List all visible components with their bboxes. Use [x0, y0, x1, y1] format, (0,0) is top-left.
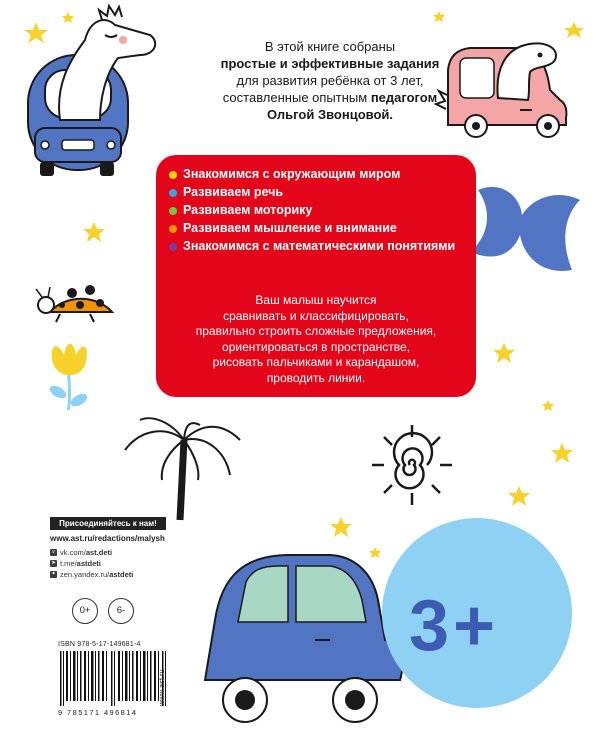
vk-icon: v [50, 549, 57, 556]
sun-illustration [372, 425, 452, 505]
bullet-dot-icon [169, 207, 177, 215]
palm-tree-illustration [125, 418, 240, 520]
intro-highlight: педагогом [370, 90, 438, 105]
ladybug-illustration [36, 285, 112, 322]
topic-item: Развиваем моторику [169, 203, 469, 218]
topics-panel [156, 155, 476, 397]
learning-outcomes [166, 293, 466, 386]
isbn-text: ISBN 978-5-17-149681-4 [58, 641, 141, 648]
barcode-number: 9 785171 496814 [58, 708, 138, 717]
bullet-dot-icon [169, 225, 177, 233]
topic-item: Знакомимся с математическими понятиями [169, 239, 469, 254]
blue-fish-illustration [470, 187, 580, 271]
outcome-line: сравнивать и классифицировать, [223, 308, 409, 323]
intro-line: составленные опытным [222, 90, 371, 105]
join-us-banner: Присоединяйтесь к нам! [50, 517, 166, 530]
outcome-line: правильно строить сложные предложения, [195, 324, 437, 338]
telegram-icon: ➤ [51, 560, 56, 566]
site-url-vertical: www.ast.ru [157, 669, 166, 706]
intro-text [195, 38, 465, 123]
intro-highlight: простые и эффективные задания [220, 56, 440, 71]
outcome-line: рисовать пальчиками и карандашом, [212, 355, 420, 369]
intro-line: для развития ребёнка от 3 лет, [236, 73, 424, 88]
topics-list [169, 167, 469, 257]
age-rating-0plus: 0+ [72, 598, 98, 624]
publisher-url[interactable]: www.ast.ru/redactions/malysh [50, 534, 165, 543]
topic-item: Развиваем мышление и внимание [169, 221, 469, 236]
topic-item: Развиваем речь [169, 185, 469, 200]
bullet-dot-icon [169, 171, 177, 179]
bullet-dot-icon [169, 243, 177, 251]
outcome-line: Ваш малыш научится [255, 293, 377, 307]
intro-line: В этой книге собраны [264, 39, 396, 54]
blue-car-illustration [205, 555, 402, 722]
social-link-zen[interactable]: ✦ zen.yandex.ru/ astdeti [51, 570, 134, 579]
outcome-line: ориентироваться в пространстве, [222, 339, 410, 354]
flower-illustration [48, 344, 90, 410]
social-link-vk[interactable]: v vk.com/ ast.deti [50, 548, 112, 557]
zen-icon: ✦ [51, 571, 56, 577]
topic-item: Знакомимся с окружающим миром [169, 167, 469, 182]
bullet-dot-icon [169, 189, 177, 197]
social-link-telegram[interactable]: ➤ t.me/ astdeti [51, 559, 101, 568]
age-badge: 3+ [409, 586, 500, 666]
outcome-line: проводить линии. [266, 370, 366, 385]
barcode-icon [58, 651, 170, 706]
author-name: Ольгой Звонцовой. [266, 107, 394, 122]
dino-car-illustration [28, 6, 155, 176]
age-rating-6minus: 6- [108, 598, 134, 624]
